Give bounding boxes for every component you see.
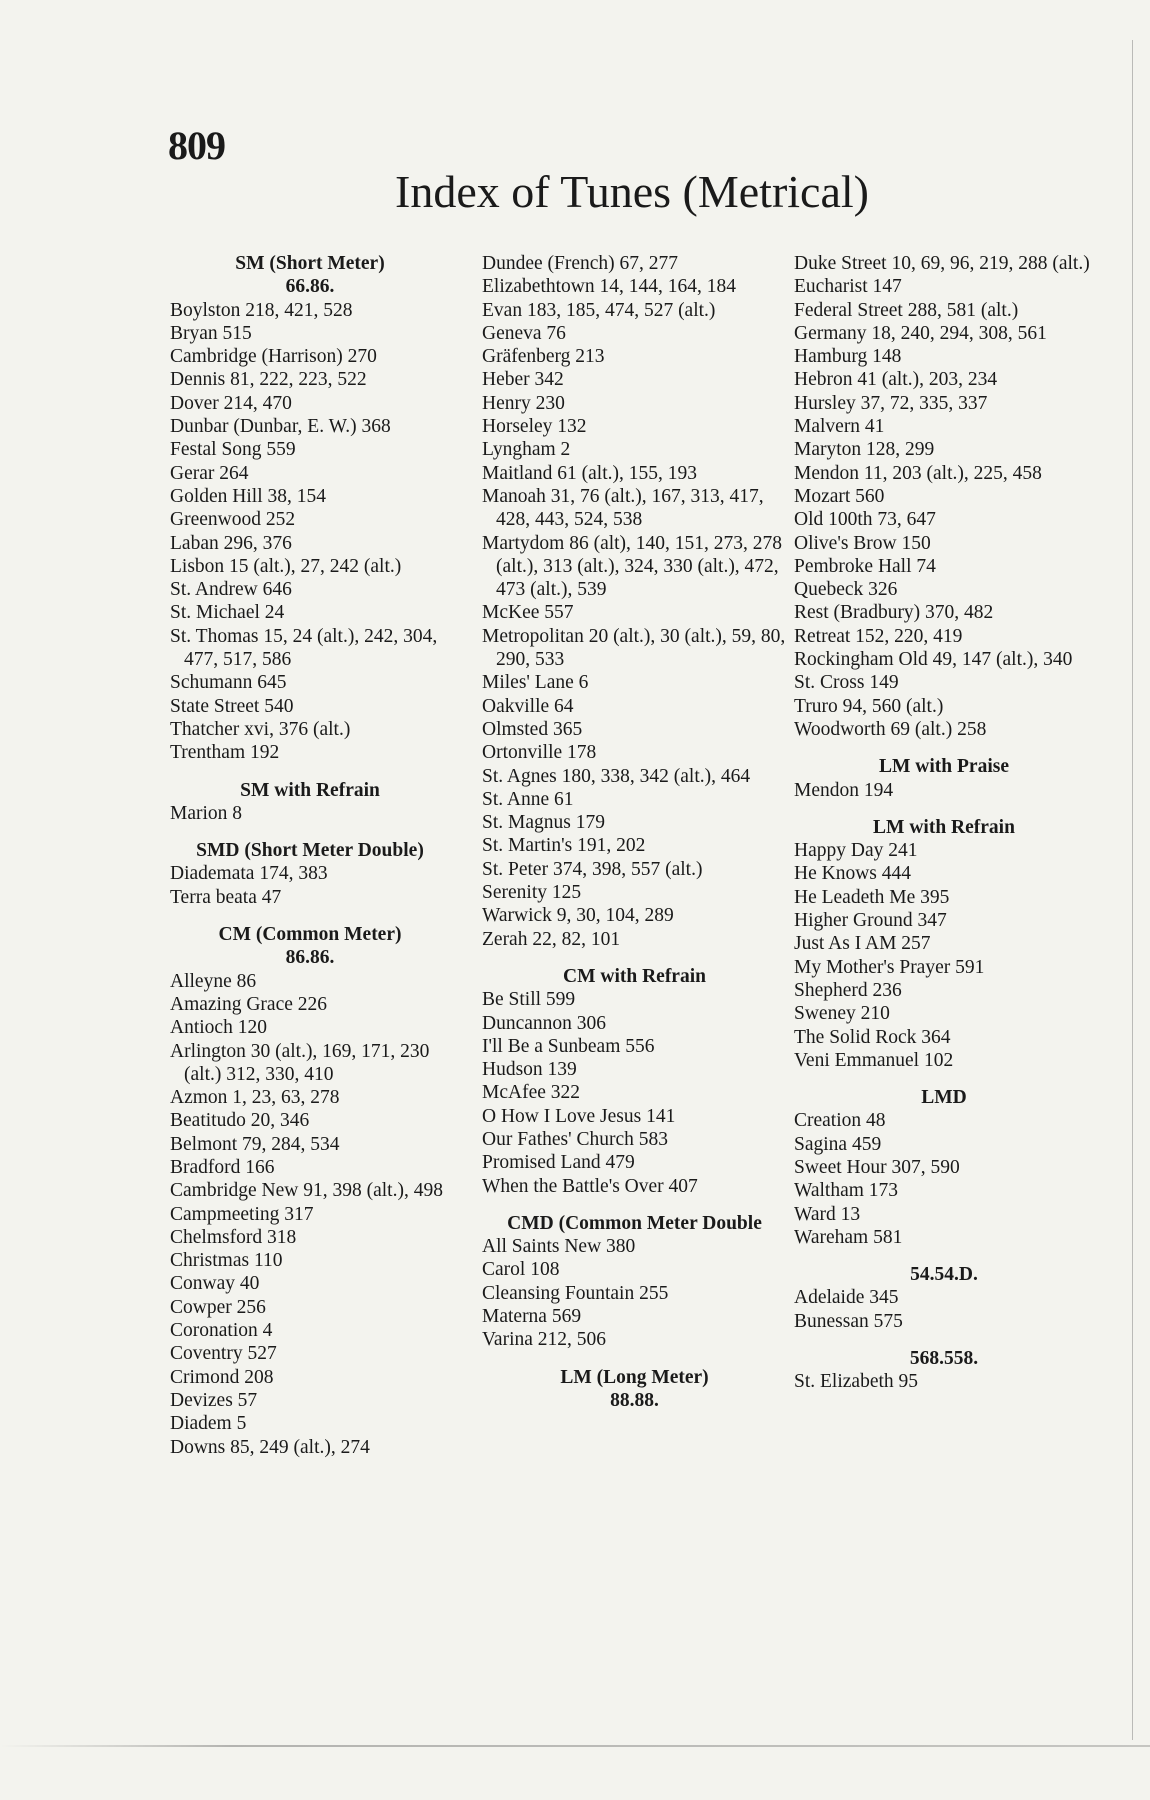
section-heading: SMD (Short Meter Double) [196,840,424,862]
tune-entry: Varina 212, 506 [482,1329,607,1351]
tune-entry: Cambridge (Harrison) 270 [170,346,377,368]
tune-entry: Shepherd 236 [794,979,902,1001]
tune-entry: Promised Land 479 [482,1152,635,1174]
tune-entry: Ward 13 [794,1203,861,1225]
tune-entry: Downs 85, 249 (alt.), 274 [170,1436,370,1458]
tune-entry: St. Thomas 15, 24 (alt.), 242, 304, 477, 517, 586 [170,625,438,671]
tune-entry: Cowper 256 [170,1296,266,1318]
tune-entry: Duke Street 10, 69, 96, 219, 288 (alt.) [794,253,1090,274]
tune-entry: Materna 569 [482,1306,582,1328]
tune-entry: Serenity 125 [482,882,582,904]
section-heading: CMD (Common Meter Double [507,1212,762,1234]
tune-entry: Lyngham 2 [482,439,571,461]
tune-entry: Elizabethtown 14, 144, 164, 184 [482,276,737,298]
tune-entry: I'll Be a Sunbeam 556 [482,1035,655,1057]
index-section [170,923,450,1459]
tune-entry: O How I Love Jesus 141 [482,1105,676,1127]
tune-entry: My Mother's Prayer 591 [794,956,985,978]
section-heading: LM (Long Meter) [560,1366,709,1388]
meter-label: 568.558. [909,1348,979,1370]
index-column-3 [794,252,1094,1394]
index-section [482,252,787,951]
tune-entry: Beatitudo 20, 346 [170,1110,310,1132]
tune-entry: Arlington 30 (alt.), 169, 171, 230 (alt.) 312, 330, 410 [170,1040,430,1085]
tune-entry: Federal Street 288, 581 (alt.) [794,299,1019,321]
tune-entry: St. Peter 374, 398, 557 (alt.) [482,858,703,880]
tune-entry: Gräfenberg 213 [482,346,605,368]
tune-entry: Hudson 139 [482,1059,577,1081]
tune-entry: Sweet Hour 307, 590 [794,1156,960,1178]
tune-entry: Marion 8 [170,802,243,824]
section-heading: SM with Refrain [240,779,380,801]
tune-entry: Just As I AM 257 [794,933,931,955]
tune-entry: Hamburg 148 [794,346,902,368]
tune-entry: Coronation 4 [170,1320,273,1342]
section-heading: LM with Praise [879,756,1009,778]
tune-entry: Dundee (French) 67, 277 [482,253,679,274]
meter-label: 86.86. [285,947,335,969]
tune-entry: Malvern 41 [794,416,885,438]
tune-entry: Laban 296, 376 [170,532,292,554]
tune-entry: Gerar 264 [170,462,249,484]
tune-entry: Coventry 527 [170,1343,277,1365]
tune-entry: Bunessan 575 [794,1310,903,1332]
tune-entry: Martydom 86 (alt), 140, 151, 273, 278 (alt.), 313 (alt.), 324, 330 (alt.), 472, 473 (alt.), 539 [482,532,783,601]
tune-entry: He Knows 444 [794,863,911,885]
tune-entry: Christmas 110 [170,1250,283,1272]
tune-entry: Diademata 174, 383 [170,863,328,885]
tune-entry: St. Anne 61 [482,788,574,810]
tune-entry: St. Elizabeth 95 [794,1371,919,1393]
tune-entry: Quebeck 326 [794,579,898,601]
index-section [170,779,450,826]
index-section [794,755,1094,802]
page-number: 809 [168,123,225,168]
tune-entry: Lisbon 15 (alt.), 27, 242 (alt.) [170,555,402,577]
tune-entry: McKee 557 [482,602,574,624]
tune-entry: Henry 230 [482,392,565,414]
tune-entry: Evan 183, 185, 474, 527 (alt.) [482,299,716,321]
tune-entry: Amazing Grace 226 [170,993,328,1015]
tune-entry: Azmon 1, 23, 63, 278 [170,1087,340,1109]
index-section [482,965,787,1198]
tune-entry: All Saints New 380 [482,1236,636,1258]
index-section [794,816,1094,1072]
tune-entry: Warwick 9, 30, 104, 289 [482,905,674,927]
tune-entry: Metropolitan 20 (alt.), 30 (alt.), 59, 80, 290, 533 [482,625,786,671]
index-section [482,1212,787,1352]
tune-entry: Pembroke Hall 74 [794,555,936,577]
page-edge-line [1132,40,1133,1740]
tune-entry: Olmsted 365 [482,718,583,740]
tune-entry: Mozart 560 [794,485,885,507]
meter-label: 88.88. [610,1389,659,1411]
tune-entry: Wareham 581 [794,1226,903,1248]
tune-entry: St. Agnes 180, 338, 342 (alt.), 464 [482,765,751,787]
meter-label: 54.54.D. [910,1264,978,1286]
tune-entry: Waltham 173 [794,1180,899,1202]
tune-entry: Olive's Brow 150 [794,532,931,554]
tune-entry: When the Battle's Over 407 [482,1175,698,1197]
index-section [170,252,450,765]
tune-entry: Dennis 81, 222, 223, 522 [170,369,367,391]
tune-entry: Be Still 599 [482,989,576,1011]
tune-entry: St. Andrew 646 [170,579,292,601]
tune-entry: Antioch 120 [170,1017,267,1039]
tune-entry: Boylston 218, 421, 528 [170,299,353,321]
tune-entry: St. Michael 24 [170,602,285,624]
tune-entry: Greenwood 252 [170,509,296,531]
tune-entry: He Leadeth Me 395 [794,886,950,908]
index-column-1 [170,252,450,1459]
section-heading: SM (Short Meter) [235,253,385,274]
tune-entry: Festal Song 559 [170,439,296,461]
index-section [794,1347,1094,1394]
tune-entry: Creation 48 [794,1110,886,1132]
tune-entry: Hebron 41 (alt.), 203, 234 [794,369,998,391]
tune-entry: Ortonville 178 [482,742,597,764]
tune-entry: Sagina 459 [794,1133,882,1155]
tune-entry: Horseley 132 [482,416,587,438]
tune-entry: St. Cross 149 [794,672,899,694]
tune-entry: State Street 540 [170,695,294,717]
tune-entry: Trentham 192 [170,742,280,764]
tune-entry: Rockingham Old 49, 147 (alt.), 340 [794,649,1073,671]
tune-entry: Thatcher xvi, 376 (alt.) [170,718,351,740]
tune-entry: Miles' Lane 6 [482,672,589,694]
index-section [794,1086,1094,1249]
section-heading: CM (Common Meter) [218,924,402,946]
index-column-2 [482,252,787,1412]
tune-entry: Happy Day 241 [794,840,918,862]
index-section [794,252,1094,741]
tune-entry: Duncannon 306 [482,1012,607,1034]
tune-entry: Chelmsford 318 [170,1226,297,1248]
page-bottom-rule [0,1745,1150,1747]
tune-entry: Zerah 22, 82, 101 [482,928,621,950]
tune-entry: Devizes 57 [170,1389,258,1411]
page-title: Index of Tunes (Metrical) [395,166,869,217]
meter-label: 66.86. [285,276,335,298]
tune-entry: Old 100th 73, 647 [794,509,936,531]
tune-entry: Veni Emmanuel 102 [794,1049,954,1071]
tune-entry: Campmeeting 317 [170,1203,314,1225]
tune-entry: Schumann 645 [170,672,287,694]
tune-entry: Terra beata 47 [170,886,282,908]
tune-entry: Cambridge New 91, 398 (alt.), 498 [170,1180,443,1202]
tune-entry: Heber 342 [482,369,564,391]
tune-entry: Bradford 166 [170,1156,275,1178]
tune-entry: Diadem 5 [170,1413,247,1435]
tune-entry: Dunbar (Dunbar, E. W.) 368 [170,416,391,438]
tune-entry: Cleansing Fountain 255 [482,1282,669,1304]
tune-entry: Manoah 31, 76 (alt.), 167, 313, 417, 428, 443, 524, 538 [482,485,764,531]
tune-entry: Geneva 76 [482,322,566,344]
tune-entry: Alleyne 86 [170,970,257,992]
tune-entry: Rest (Bradbury) 370, 482 [794,602,994,624]
tune-entry: St. Magnus 179 [482,812,605,834]
index-section [482,1366,787,1413]
tune-entry: Carol 108 [482,1259,560,1281]
tune-entry: Hursley 37, 72, 335, 337 [794,392,988,414]
tune-entry: Woodworth 69 (alt.) 258 [794,718,987,740]
tune-entry: Maitland 61 (alt.), 155, 193 [482,462,698,484]
tune-entry: Mendon 11, 203 (alt.), 225, 458 [794,462,1042,484]
tune-entry: Sweney 210 [794,1003,890,1025]
tune-entry: Mendon 194 [794,779,894,801]
section-heading: LMD [921,1087,967,1109]
tune-entry: Conway 40 [170,1273,260,1295]
tune-entry: Truro 94, 560 (alt.) [794,695,944,717]
index-section [170,839,450,909]
index-section [794,1263,1094,1333]
tune-entry: The Solid Rock 364 [794,1026,951,1048]
tune-entry: Adelaide 345 [794,1287,899,1309]
tune-entry: Germany 18, 240, 294, 308, 561 [794,322,1047,344]
section-heading: CM with Refrain [563,965,706,987]
tune-entry: Higher Ground 347 [794,910,947,932]
tune-entry: Dover 214, 470 [170,392,292,414]
tune-entry: Belmont 79, 284, 534 [170,1133,340,1155]
tune-entry: Golden Hill 38, 154 [170,485,326,507]
tune-entry: Crimond 208 [170,1366,274,1388]
tune-entry: Maryton 128, 299 [794,439,935,461]
tune-entry: St. Martin's 191, 202 [482,835,646,857]
tune-entry: Bryan 515 [170,322,252,344]
tune-entry: Retreat 152, 220, 419 [794,625,963,647]
section-heading: LM with Refrain [873,816,1015,838]
tune-entry: Oakville 64 [482,695,574,717]
tune-entry: Our Fathes' Church 583 [482,1128,669,1150]
tune-entry: McAfee 322 [482,1082,581,1104]
tune-entry: Eucharist 147 [794,276,902,298]
